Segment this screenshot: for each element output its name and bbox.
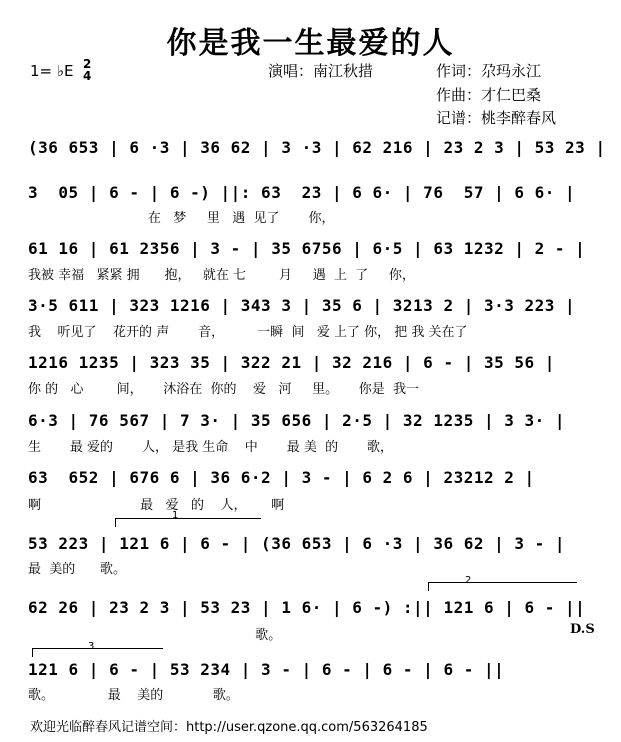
score-line-7: 63 652 | 676 6 | 36 6·2 | 3 - | 6 2 6 | 23212 2 | (28, 468, 535, 487)
lyric-line-9: 歌。 (28, 628, 282, 643)
lyric-line-10: 歌。 最 美的 歌。 (28, 688, 239, 703)
second-ending-bracket (428, 582, 577, 591)
score-line-2: 3 05 | 6 - | 6 -) ||: 63 23 | 6 6· | 76 57 | 6 6· | (28, 183, 576, 202)
song-title: 你是我一生最爱的人 (166, 26, 455, 61)
score-line-3: 61 16 | 61 2356 | 3 - | 35 6756 | 6·5 | 63 1232 | 2 - | (28, 239, 586, 258)
score-line-10: 121 6 | 6 - | 53 234 | 3 - | 6 - | 6 - | 6 - || (28, 660, 505, 679)
lyric-line-2: 在 梦 里 遇 见了 你， (28, 211, 335, 226)
time-signature (83, 58, 91, 82)
lyric-line-6: 生 最 爱的 人， 是我 生命 中 最 美 的 歌， (28, 440, 394, 455)
score-line-9: 62 26 | 23 2 3 | 53 23 | 1 6· | 6 -) :|| 121 6 | 6 - || (28, 598, 586, 617)
lyric-line-8: 最 美的 歌。 (28, 562, 127, 577)
first-ending-bracket (115, 518, 261, 527)
time-top: 2 (83, 57, 92, 71)
transcriber-credit: 记谱：桃李醉春风 (436, 109, 557, 127)
lyric-line-4: 我 听见了 花开的 声 音， 一瞬 间 爱 上了 你， 把 我 关在了 (28, 325, 468, 340)
third-ending-bracket (32, 648, 163, 657)
first-ending-number: 1 (172, 510, 179, 521)
footer-link[interactable]: 欢迎光临醉春风记谱空间：http://user.qzone.qq.com/563264185 (30, 720, 428, 735)
lyric-line-3: 我被 幸福 紧紧 拥 抱， 就在 七 月 遇 上 了 你， (28, 268, 415, 283)
score-line-4: 3·5 611 | 323 1216 | 343 3 | 35 6 | 3213 2 | 3·3 223 | (28, 296, 576, 315)
lyric-line-5: 你 的 心 间， 沐浴在 你的 爱 河 里。 你是 我一 (28, 382, 420, 397)
composer-credit: 作曲：才仁巴桑 (436, 86, 542, 104)
second-ending-number: 2 (465, 575, 472, 586)
singer-credit: 演唱：南江秋措 (268, 62, 374, 80)
score-line-5: 1216 1235 | 323 35 | 322 21 | 32 216 | 6 - | 35 56 | (28, 353, 555, 372)
lyric-line-7: 啊 最 爱 的 人， 啊 (28, 498, 285, 513)
score-line-1: (36 653 | 6 ·3 | 36 62 | 3 ·3 | 62 216 | 23 2 3 | 53 23 | (28, 138, 606, 157)
ds-mark: D.S (570, 622, 595, 637)
time-bottom: 4 (83, 69, 92, 83)
key-signature: 1= ♭E (30, 62, 74, 80)
score-line-6: 6·3 | 76 567 | 7 3· | 35 656 | 2·5 | 32 1235 | 3 3· | (28, 411, 566, 430)
third-ending-number: 3 (88, 641, 95, 652)
score-line-8: 53 223 | 121 6 | 6 - | (36 653 | 6 ·3 | 36 62 | 3 - | (28, 534, 566, 553)
lyricist-credit: 作词：尕玛永江 (436, 62, 542, 80)
